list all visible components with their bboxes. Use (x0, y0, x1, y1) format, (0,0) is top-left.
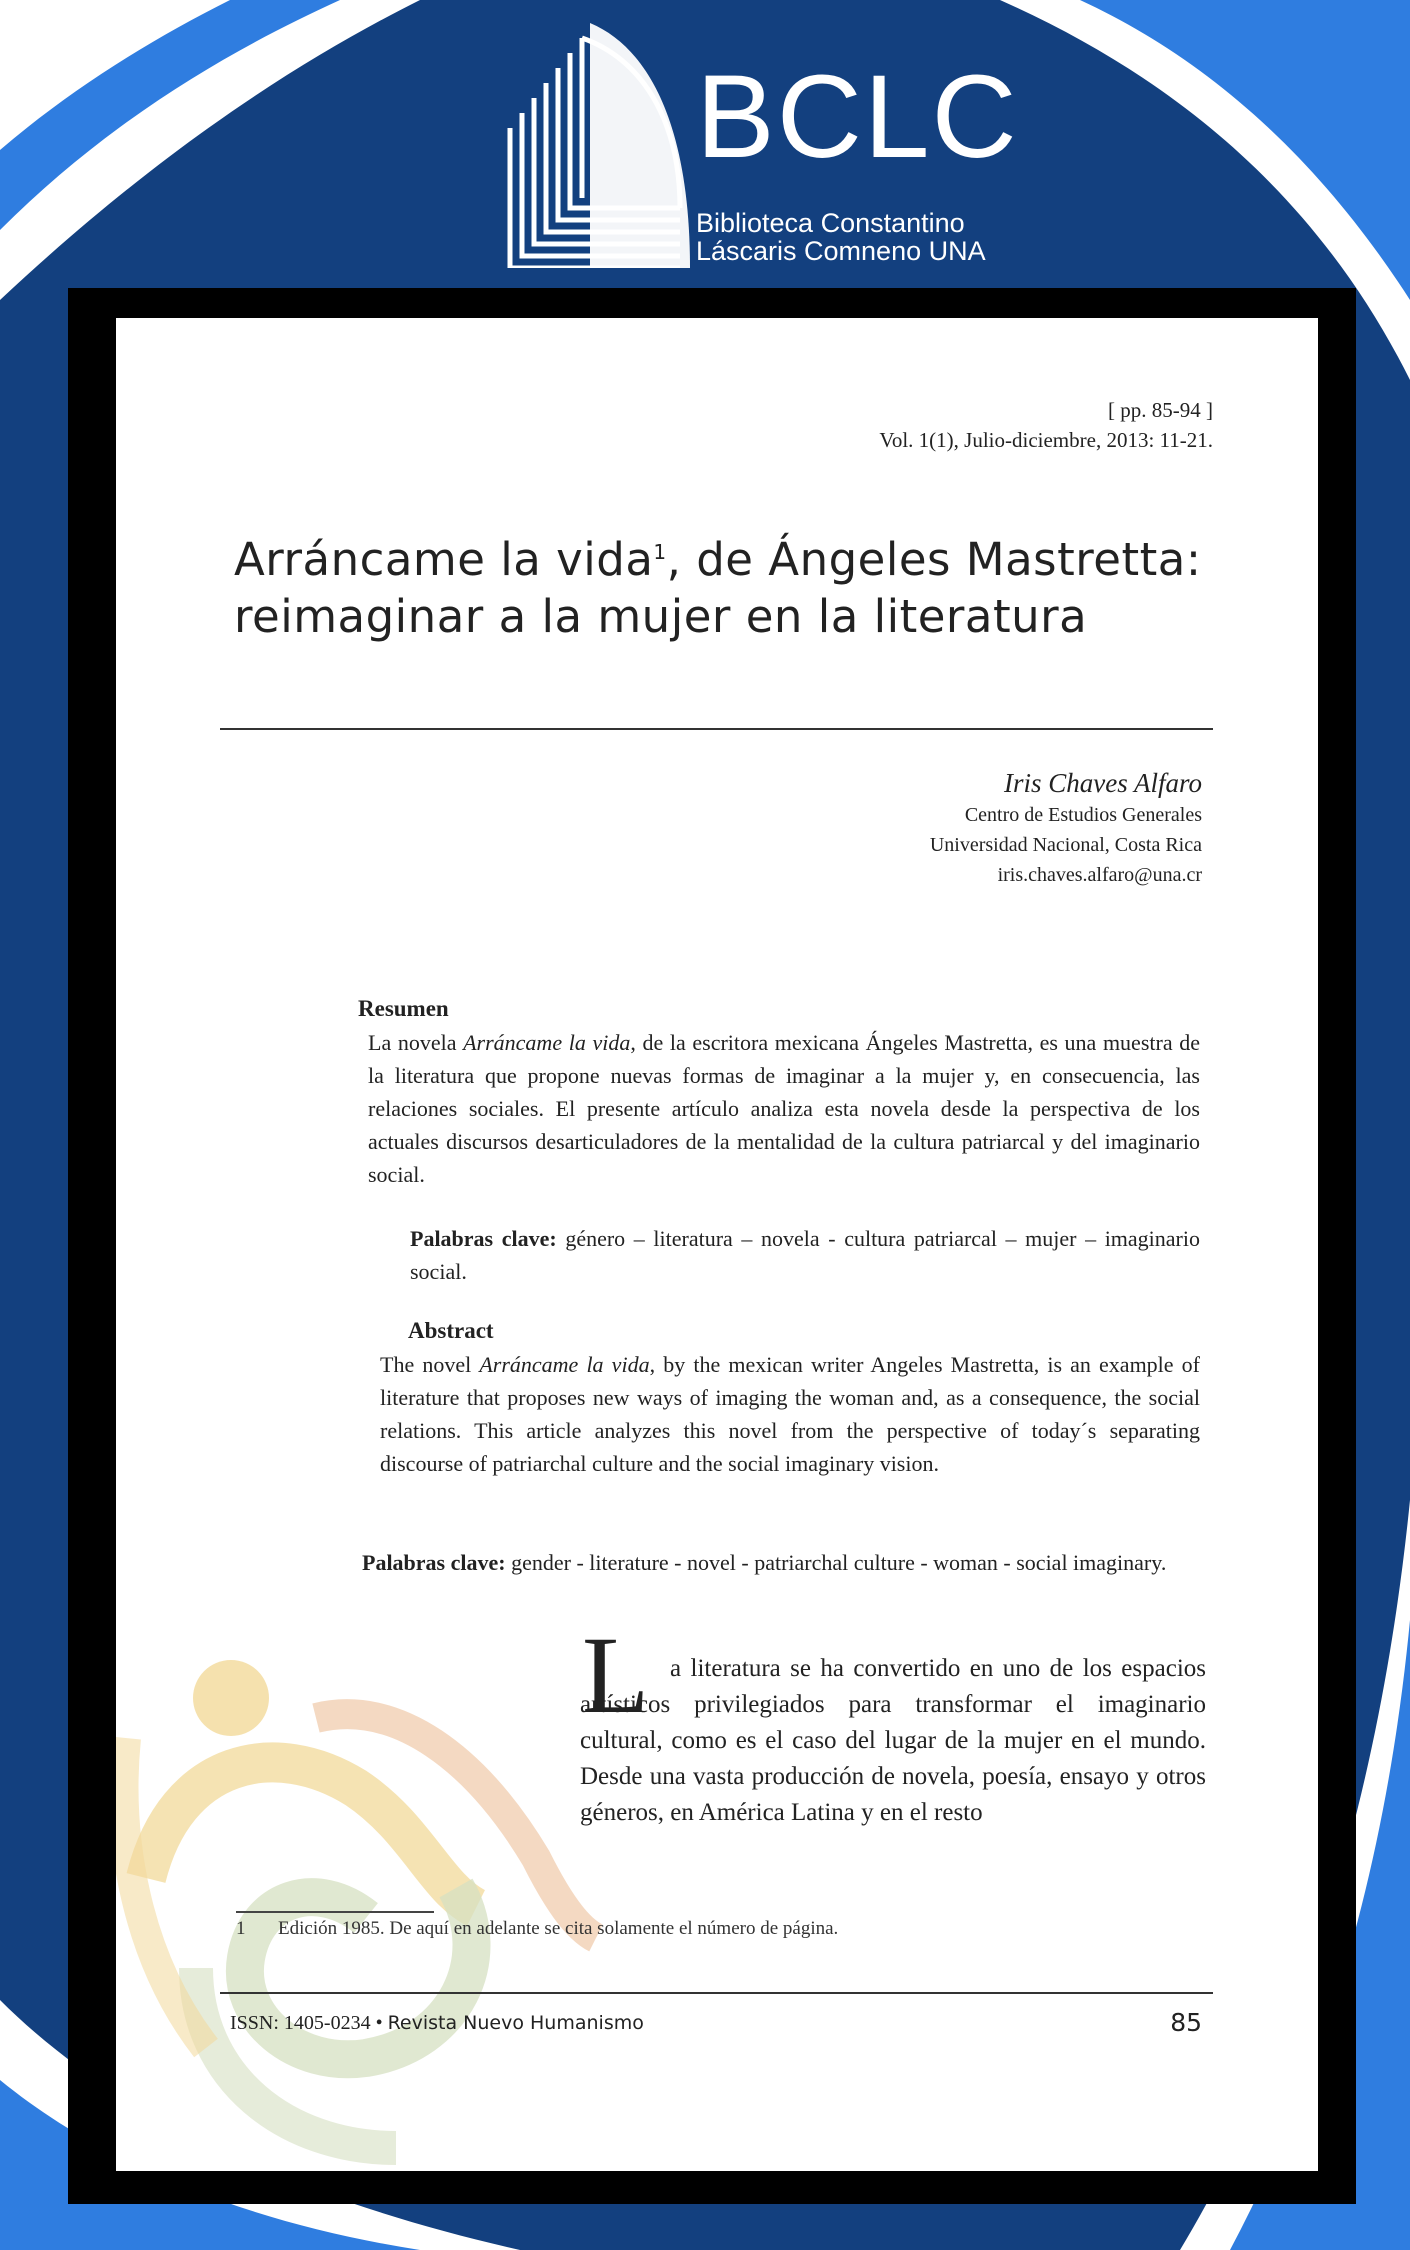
footnote-divider (236, 1911, 434, 1913)
journal-name: Revista Nuevo Humanismo (387, 2012, 644, 2034)
abstract-heading: Abstract (408, 1318, 494, 1343)
library-building-logo-icon (500, 18, 700, 268)
title-divider (220, 728, 1213, 730)
abstract-post: , by the mexican writer Angeles Mastretta, is an example of literature that proposes new ways of imaging the woman and, as a consequence, the social relations. This article analyzes this novel from the perspective of today´s separating discourse of patriarchal culture and the social imaginary vision. (380, 1352, 1201, 1476)
drop-cap: L (582, 1614, 650, 1736)
footnote (236, 1918, 838, 1940)
issn-text: ISSN: 1405-0234 • (230, 2012, 388, 2034)
resumen-text (368, 1026, 1200, 1191)
author-affiliation-1: Centro de Estudios Generales (964, 804, 1202, 826)
abstract-pre: The novel (380, 1352, 480, 1377)
keywords-en: gender - literature - novel - patriarchal culture - woman - social imaginary. (505, 1550, 1167, 1575)
title-footnote-ref: 1 (653, 540, 667, 564)
title-part1: Arráncame la vida (234, 533, 654, 586)
logo-acronym: BCLC (696, 51, 1019, 183)
article-title (234, 524, 1214, 645)
keywords-es: género – literatura – novela - cultura patriarcal – mujer – imaginario social. (410, 1226, 1200, 1284)
palabras-clave-en (362, 1546, 1200, 1579)
footer-divider (220, 1992, 1213, 1994)
abstract-novel-title: Arráncame la vida (479, 1352, 650, 1377)
document-page (116, 318, 1318, 2171)
bclc-logo (500, 18, 1020, 268)
author-email: iris.chaves.alfaro@una.cr (997, 864, 1202, 886)
author-block (930, 766, 1202, 890)
resumen-heading: Resumen (358, 996, 449, 1021)
resumen-pre: La novela (368, 1030, 464, 1055)
resumen-post: , de la escritora mexicana Ángeles Mastretta, es una muestra de la literatura que propone nuevas formas de imaginar a la mujer y, en consecuencia, las relaciones sociales. El presente artículo analiza esta novela desde la perspectiva de los actuales discursos desarticuladores de la mentalidad de la cultura patriarcal y del imaginario social. (368, 1030, 1200, 1187)
body-paragraph: a literatura se ha convertido en uno de los espacios artísticos privilegiados para transformar el imaginario cultural, como es el caso del lugar de la mujer en el mundo. Desde una vasta producción de novela, poesía, ensayo y otros géneros, en América Latina y en el resto (580, 1655, 1206, 1826)
footer-issn (230, 2012, 644, 2035)
keywords-label-en: Palabras clave: (362, 1550, 506, 1575)
footnote-number: 1 (236, 1918, 246, 1939)
resumen-novel-title: Arráncame la vida (463, 1030, 631, 1055)
abstract-text (380, 1348, 1200, 1480)
page-number: 85 (1170, 2008, 1202, 2037)
title-part2: , de Ángeles Mastretta: reimaginar a la mujer en la literatura (234, 533, 1202, 643)
footnote-text: Edición 1985. De aquí en adelante se cita solamente el número de página. (278, 1918, 839, 1939)
logo-subtitle-line1: Biblioteca Constantino (696, 208, 965, 238)
author-name: Iris Chaves Alfaro (1003, 768, 1202, 798)
keywords-label-es: Palabras clave: (410, 1226, 557, 1251)
logo-subtitle-line2: Láscaris Comneno UNA (696, 236, 986, 266)
author-affiliation-2: Universidad Nacional, Costa Rica (929, 834, 1202, 856)
page-range: [ pp. 85-94 ] (1108, 398, 1213, 422)
palabras-clave-es (410, 1222, 1200, 1288)
volume-info: Vol. 1(1), Julio-diciembre, 2013: 11-21. (879, 428, 1213, 452)
